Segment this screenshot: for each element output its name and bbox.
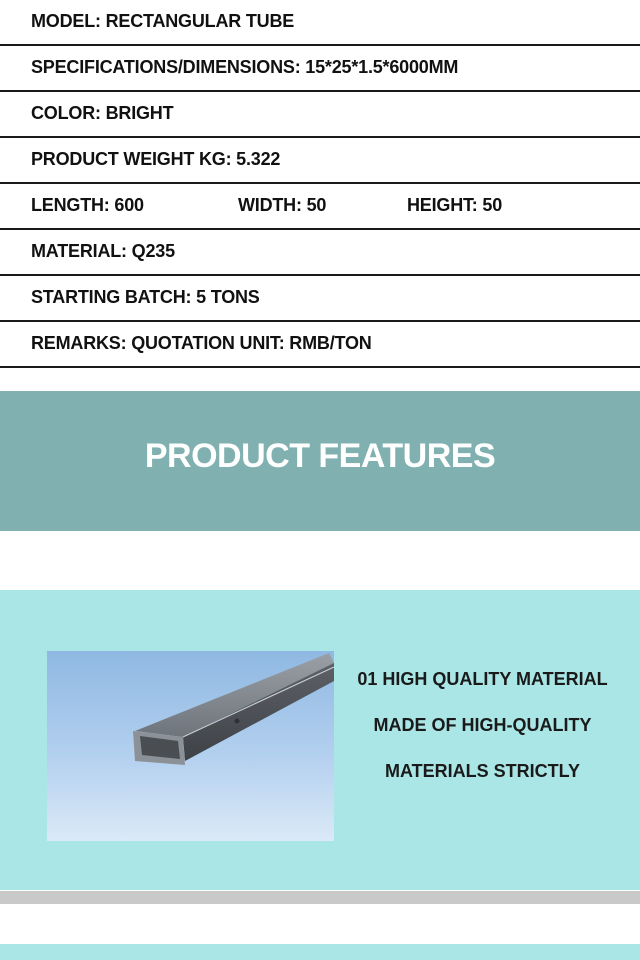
spec-row-batch (0, 276, 640, 322)
rectangular-tube-illustration (47, 651, 334, 841)
spec-height: HEIGHT: 50 (407, 195, 503, 215)
spec-row-weight (0, 138, 640, 184)
spec-width: WIDTH: 50 (238, 195, 327, 215)
features-banner (0, 391, 640, 531)
spec-row-specifications (0, 46, 640, 92)
section-divider (0, 891, 640, 904)
features-title: PRODUCT FEATURES (144, 437, 496, 475)
spec-row-dimensions (0, 184, 640, 230)
spec-length: LENGTH: 600 (31, 195, 144, 215)
spec-remarks: REMARKS: QUOTATION UNIT: RMB/TON (31, 333, 372, 353)
spec-batch: STARTING BATCH: 5 TONS (31, 287, 260, 307)
feature-line-2: MATERIALS STRICTLY (384, 761, 580, 781)
spec-color: COLOR: BRIGHT (31, 103, 174, 123)
next-section-edge (0, 944, 640, 960)
feature-heading: 01 HIGH QUALITY MATERIAL (357, 669, 608, 689)
spec-row-remarks (0, 322, 640, 368)
feature-line-1: MADE OF HIGH-QUALITY (373, 715, 592, 735)
spec-row-model (0, 0, 640, 46)
product-image (47, 651, 334, 841)
spec-row-color (0, 92, 640, 138)
spec-specifications: SPECIFICATIONS/DIMENSIONS: 15*25*1.5*6000MM (31, 57, 459, 77)
spec-row-material (0, 230, 640, 276)
spec-model: MODEL: RECTANGULAR TUBE (31, 11, 295, 31)
spec-material: MATERIAL: Q235 (31, 241, 175, 261)
spec-weight: PRODUCT WEIGHT KG: 5.322 (31, 149, 281, 169)
feature-card (0, 590, 640, 890)
